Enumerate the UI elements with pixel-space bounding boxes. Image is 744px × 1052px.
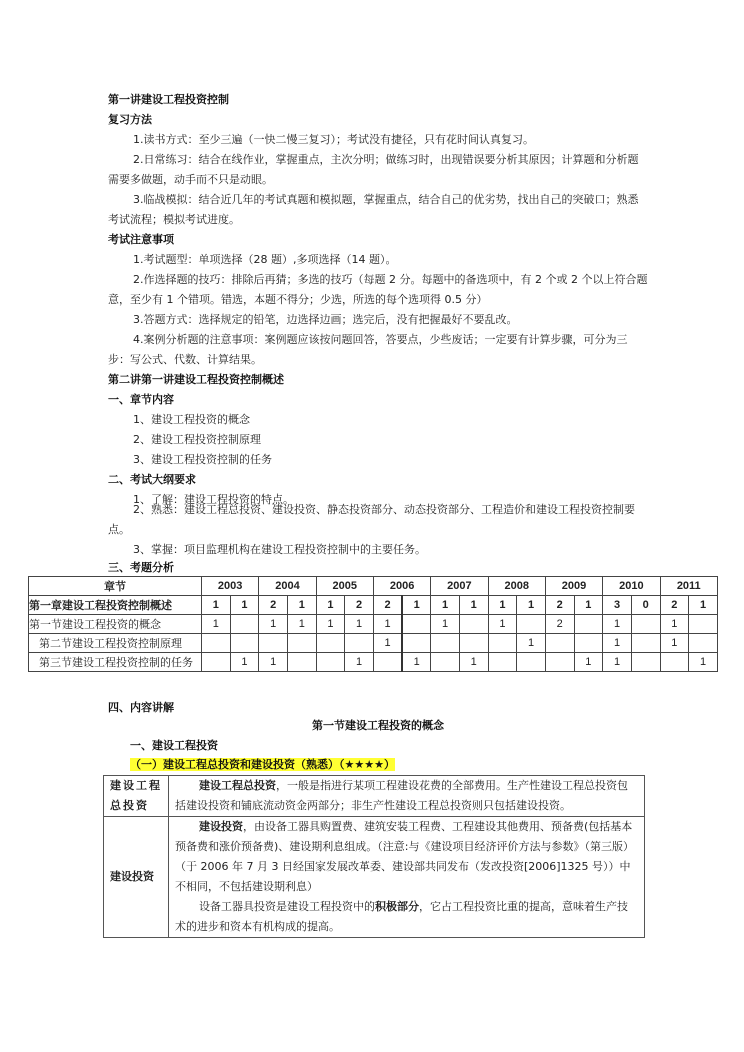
definition-para2-post: ，它占工程投资比重的提高，意味着生产技术的进步和资本有机构成的提高。 (175, 900, 628, 933)
table-cell: 1 (603, 634, 632, 653)
table-cell: 1 (345, 615, 374, 634)
table-cell: 1 (603, 653, 632, 672)
table-cell (402, 634, 431, 653)
table-cell: 0 (631, 596, 660, 615)
table-cell: 1 (431, 615, 460, 634)
definition-para2: 设备工器具投资是建设工程投资中的 (199, 900, 375, 913)
header-year: 2004 (259, 577, 316, 596)
table-cell (259, 634, 288, 653)
table-header-row (29, 577, 718, 596)
table-cell: 2 (545, 596, 574, 615)
section-row (29, 615, 718, 634)
review-heading: 复习方法 (108, 113, 152, 126)
row-label: 第二节建设工程投资控制原理 (29, 634, 202, 653)
table-cell: 1 (230, 596, 259, 615)
table-cell (373, 653, 402, 672)
header-year: 2008 (488, 577, 545, 596)
definition-bold-lead: 建设投资 (199, 820, 243, 833)
chapter-content-item: 1、建设工程投资的概念 (133, 413, 250, 426)
table-cell (431, 634, 460, 653)
table-cell (517, 653, 546, 672)
section-row (29, 634, 718, 653)
table-cell (459, 634, 488, 653)
lecture2-title: 第二讲第一讲建设工程投资控制概述 (108, 373, 284, 386)
chapter-content-item: 3、建设工程投资控制的任务 (133, 453, 272, 466)
syllabus-item: 3、掌握：项目监理机构在建设工程投资控制中的主要任务。 (133, 543, 426, 556)
definition-body (169, 817, 645, 938)
table-cell: 1 (316, 596, 345, 615)
definition-body (169, 776, 645, 817)
table-cell (689, 615, 718, 634)
definition-term: 建设投资 (104, 817, 169, 938)
table-cell: 1 (259, 615, 288, 634)
table-cell (431, 653, 460, 672)
chapter-content-item: 2、建设工程投资控制原理 (133, 433, 261, 446)
notes-item: 1.考试题型：单项选择（28 题）,多项选择（14 题）。 (133, 253, 397, 266)
notes-item: 3.答题方式：选择规定的铅笔，边选择边画；选完后，没有把握最好不要乱改。 (133, 313, 518, 326)
definition-para2-bold: 积极部分 (375, 900, 419, 913)
definition-bold-lead: 建设工程总投资 (199, 779, 276, 792)
table-cell (517, 615, 546, 634)
table-cell: 1 (230, 653, 259, 672)
table-cell (488, 634, 517, 653)
table-cell (202, 634, 231, 653)
notes-heading: 考试注意事项 (108, 233, 174, 246)
table-cell: 1 (259, 653, 288, 672)
analysis-heading: 三、考题分析 (108, 561, 174, 574)
definition-text: ，一般是指进行某项工程建设花费的全部费用。生产性建设工程总投资包括建设投资和铺底流动资金两部分；非生产性建设工程总投资则只包括建设投资。 (175, 779, 628, 812)
header-year: 2005 (316, 577, 373, 596)
header-year: 2003 (202, 577, 259, 596)
review-item: 1.读书方式：至少三遍（一快二慢三复习）；考试没有捷径，只有花时间认真复习。 (133, 133, 534, 146)
header-year: 2006 (373, 577, 430, 596)
table-cell: 2 (373, 596, 402, 615)
row-label: 第三节建设工程投资控制的任务 (29, 653, 202, 672)
table-cell: 1 (603, 615, 632, 634)
header-year: 2010 (603, 577, 660, 596)
table-cell (230, 615, 259, 634)
definition-row (104, 817, 645, 938)
notes-item: 4.案例分析题的注意事项：案例题应该按问题回答，答要点，少些废话；一定要有计算步骤，可分为三步：写公式、代数、计算结果。 (108, 333, 628, 366)
header-chapter: 章节 (29, 577, 202, 596)
table-cell (316, 653, 345, 672)
table-cell: 1 (287, 596, 316, 615)
table-cell: 1 (202, 596, 231, 615)
syllabus-heading: 二、考试大纲要求 (108, 473, 196, 486)
chapter-content-heading: 一、章节内容 (108, 393, 174, 406)
syllabus-item: 1、了解：建设工程投资的特点。 (133, 493, 294, 506)
table-cell: 1 (202, 615, 231, 634)
table-cell: 2 (545, 615, 574, 634)
content-heading: 四、内容讲解 (108, 701, 174, 714)
table-cell: 2 (660, 596, 689, 615)
notes-item: 2.作选择题的技巧：排除后再猜；多选的技巧（每题 2 分。每题中的备选项中，有 2 个或 2 个以上符合题意，至少有 1 个错项。错选，本题不得分；少选，所选的每个选项得 0.5 分） (108, 273, 648, 306)
table-cell: 2 (345, 596, 374, 615)
highlighted-heading: （一）建设工程总投资和建设投资（熟悉）（★★★★） (130, 758, 395, 771)
sub-heading: 一、建设工程投资 (130, 739, 218, 752)
definition-table (103, 775, 645, 938)
section-title: 第一节建设工程投资的概念 (312, 719, 444, 732)
table-cell (574, 615, 603, 634)
table-cell: 1 (689, 596, 718, 615)
table-cell (345, 634, 374, 653)
table-cell (689, 634, 718, 653)
table-cell (631, 634, 660, 653)
table-cell (402, 615, 431, 634)
review-item: 3.临战模拟：结合近几年的考试真题和模拟题，掌握重点，结合自己的优劣势，找出自己的突破口；熟悉考试流程；模拟考试进度。 (108, 193, 639, 226)
row-label: 第一章建设工程投资控制概述 (29, 596, 202, 615)
table-cell: 1 (373, 615, 402, 634)
exam-analysis-table (28, 576, 718, 672)
definition-term: 建设工程总投资 (104, 776, 169, 817)
table-cell (202, 653, 231, 672)
table-cell: 1 (574, 596, 603, 615)
section-row (29, 653, 718, 672)
syllabus-item: 2、熟悉：建设工程总投资、建设投资、静态投资部分、动态投资部分、工程造价和建设工程投资控制要点。 (108, 503, 635, 536)
table-cell: 1 (689, 653, 718, 672)
header-year: 2007 (431, 577, 488, 596)
table-cell (545, 653, 574, 672)
table-cell: 3 (603, 596, 632, 615)
definition-row (104, 776, 645, 817)
table-cell (287, 634, 316, 653)
table-cell (631, 653, 660, 672)
row-label: 第一节建设工程投资的概念 (29, 615, 202, 634)
table-cell: 1 (660, 615, 689, 634)
review-item: 2.日常练习：结合在线作业，掌握重点，主次分明；做练习时，出现错误要分析其原因；计算题和分析题需要多做题，动手而不只是动眼。 (108, 153, 639, 186)
definition-text: ，由设备工器具购置费、建筑安装工程费、工程建设其他费用、预备费(包括基本预备费和涨价预备费)、建设期利息组成。（注意:与《建设项目经济评价方法与参数》（第三版）（于 2006 年 7 月 3 日经国家发展改革委、建设部共同发布（发改投资[2006]1325 号））中不相同，不包括建设期利息） (175, 820, 634, 893)
table-cell: 1 (488, 615, 517, 634)
table-cell: 1 (402, 653, 431, 672)
table-cell: 1 (488, 596, 517, 615)
lecture-title: 第一讲建设工程投资控制 (108, 93, 229, 106)
header-year: 2009 (545, 577, 602, 596)
table-cell (459, 615, 488, 634)
table-cell: 1 (459, 596, 488, 615)
table-cell (230, 634, 259, 653)
table-cell: 1 (287, 615, 316, 634)
header-year: 2011 (660, 577, 718, 596)
table-cell: 1 (459, 653, 488, 672)
table-cell: 1 (316, 615, 345, 634)
table-cell (316, 634, 345, 653)
chapter-row (29, 596, 718, 615)
table-cell: 1 (517, 634, 546, 653)
table-cell: 1 (517, 596, 546, 615)
table-cell (574, 634, 603, 653)
table-cell: 1 (373, 634, 402, 653)
table-cell: 1 (345, 653, 374, 672)
table-cell (287, 653, 316, 672)
table-cell (631, 615, 660, 634)
table-cell: 1 (574, 653, 603, 672)
table-cell: 2 (259, 596, 288, 615)
table-cell (545, 634, 574, 653)
table-cell: 1 (660, 634, 689, 653)
table-cell (488, 653, 517, 672)
table-cell: 1 (431, 596, 460, 615)
table-cell (660, 653, 689, 672)
table-cell: 1 (402, 596, 431, 615)
